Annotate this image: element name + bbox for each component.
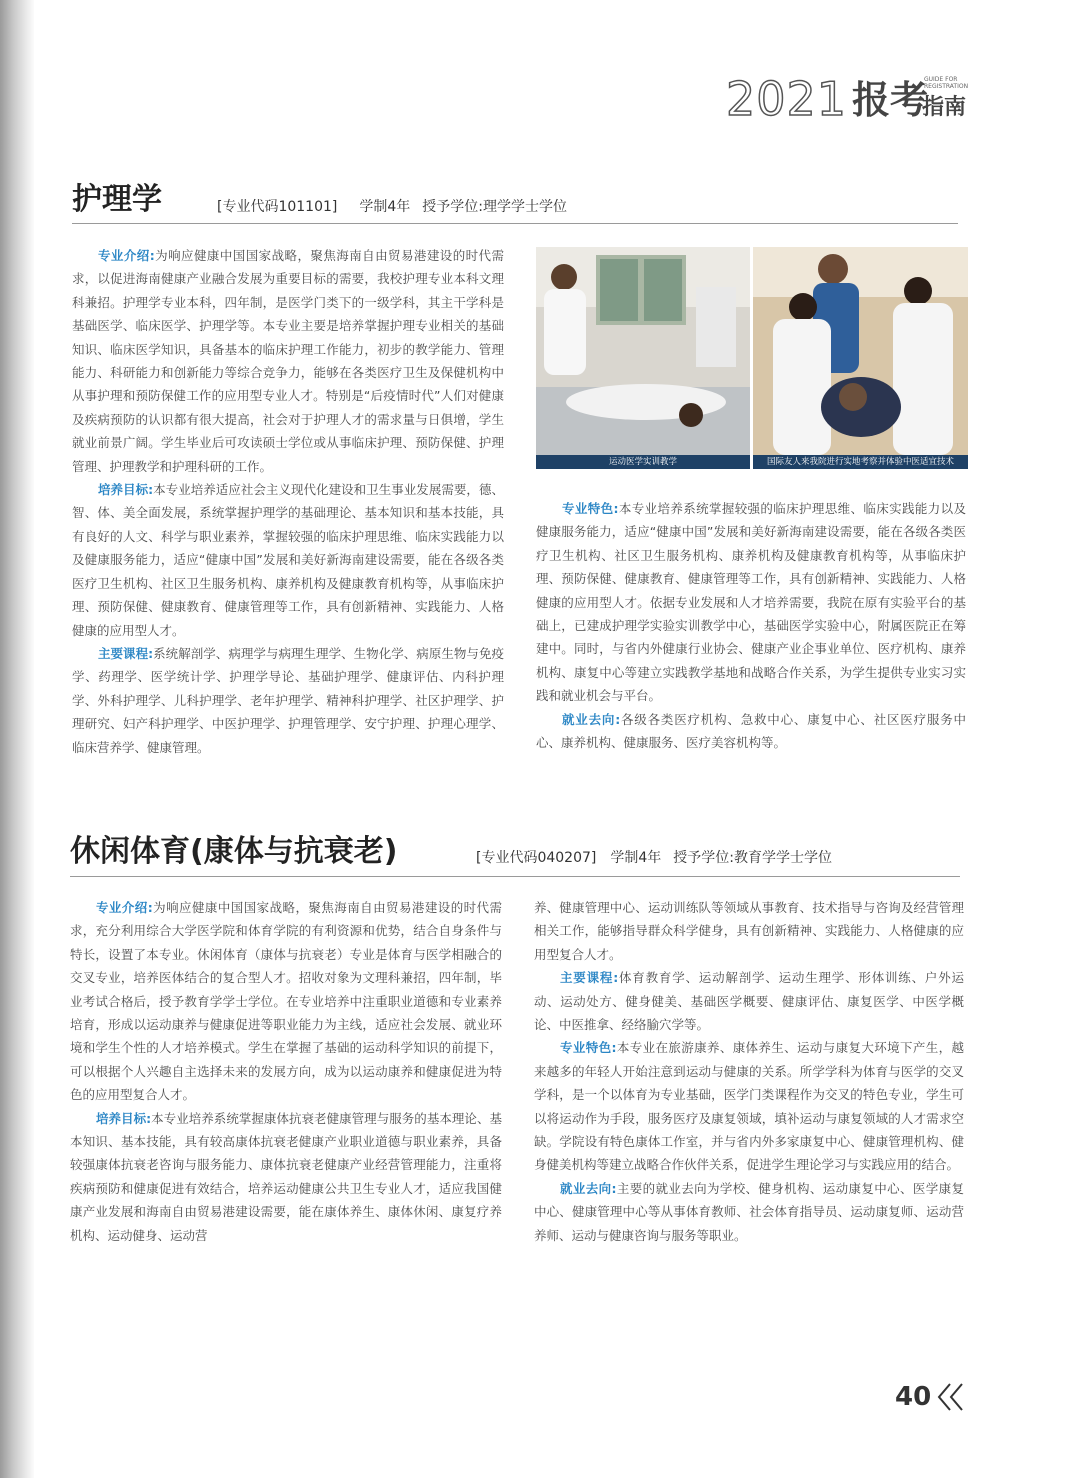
- double-chevron-left-icon: [936, 1381, 966, 1417]
- major2-employment: 就业去向:主要的就业去向为学校、健身机构、运动康复中心、医学康复中心、健康管理中心等从事体育教师、社会体育指导员、运动康复师、运动营养师、运动与健康咨询与服务等职业。: [534, 1180, 964, 1243]
- major2-duration: 学制4年: [610, 850, 662, 866]
- major1-courses-label: 主要课程:: [98, 645, 154, 661]
- major1-duration: 学制4年: [359, 199, 411, 215]
- major1-rule: [72, 223, 958, 224]
- major1-goal: 培养目标:本专业培养适应社会主义现代化建设和卫生事业发展需要，德、智、体、美全面发展，系统掌握护理学的基础理论、基本知识和基本技能，具有良好的人文、科学与职业素养，掌握较强的临床护理思维、临床实践能力以及健康服务能力，适应“健康中国”发展和美好新海南建设需要，能在各级各类医疗卫生机构、社区卫生服务机构、康养机构及健康教育机构等，从事临床护理、预防保健、健康教育、健康管理等工作，具有创新精神、实践能力、人格健康的应用型人才。: [72, 482, 504, 638]
- major1-code: [专业代码101101]: [217, 199, 338, 215]
- page-number: 40: [895, 1382, 932, 1412]
- major2-code: [专业代码040207]: [476, 850, 597, 866]
- photo-international-visit: [753, 247, 968, 455]
- major2-employment-label: 就业去向:: [560, 1180, 617, 1196]
- major2-meta: [476, 849, 854, 867]
- major1-employment-label: 就业去向:: [562, 711, 621, 727]
- header-subtitle: 指南: [922, 95, 967, 120]
- major1-degree: 授予学位:理学学士学位: [422, 199, 568, 215]
- header-subtitle-small: GUIDE FOR REGISTRATION: [924, 76, 969, 90]
- major2-courses: 主要课程:体育教育学、运动解剖学、运动生理学、形体训练、户外运动、运动处方、健身健美、基础医学概要、健康评估、康复医学、中医学概论、中医推拿、经络腧穴学等。: [534, 970, 964, 1033]
- major1-feature-label: 专业特色:: [562, 501, 619, 516]
- book-spine-shadow: [0, 0, 34, 1478]
- photo-caption-left: 运动医学实训教学: [536, 455, 750, 469]
- photo-sports-medicine-training: [536, 247, 750, 455]
- major2-right-column: [534, 896, 964, 1247]
- major1-intro: 专业介绍:为响应健康中国国家战略，聚焦海南自由贸易港建设的时代需求，以促进海南健康产业融合发展为重要目标的需要，我校护理专业本科文理科兼招。护理学专业本科，四年制，是医学门类下的一级学科，其主干学科是基础医学、临床医学、护理学等。本专业主要是培养掌握护理专业相关的基础知识、临床医学知识，具备基本的临床护理工作能力，初步的教学能力、管理能力、科研能力和创新能力等综合竞争力，能够在各类医疗卫生及保健机构中从事护理和预防保健工作的应用型专业人才。特别是“后疫情时代”人们对健康及疾病预防的认识都有很大提高，社会对于护理人才的需求量与日俱增，学生就业前景广阔。学生毕业后可攻读硕士学位或从事临床护理、预防保健、护理管理、护理教学和护理科研的工作。: [72, 248, 504, 474]
- major1-meta: [217, 198, 589, 216]
- major2-goal: 培养目标:本专业培养系统掌握康体抗衰老健康管理与服务的基本理论、基本知识、基本技能，具有较高康体抗衰老健康产业职业道德与职业素养，具备较强康体抗衰老咨询与服务能力、康体抗衰老健康产业经营管理能力，注重将疾病预防和健康促进有效结合，培养运动健康公共卫生专业人才，适应我国健康产业发展和海南自由贸易港建设需要，能在康体养生、康体休闲、康复疗养机构、运动健身、运动营: [70, 1110, 502, 1243]
- major2-intro-label: 专业介绍:: [96, 900, 153, 915]
- major2-feature: 专业特色:本专业在旅游康养、康体养生、运动与康复大环境下产生，越来越多的年轻人开始注意到运动与健康的关系。所学学科为体育与医学的交叉学科，是一个以体育为专业基础，医学门类课程作为交叉的特色专业，学生可以将运动作为手段，服务医疗及康复领域，填补运动与康复领域的人才需求空缺。学院设有特色康体工作室，并与省内外多家康复中心、健康管理机构、健身健美机构等建立战略合作伙伴关系，促进学生理论学习与实践应用的结合。: [534, 1040, 964, 1173]
- major2-feature-label: 专业特色:: [560, 1040, 617, 1056]
- major2-rule: [70, 876, 960, 877]
- major1-intro-label: 专业介绍:: [98, 248, 155, 263]
- photo-caption-right: 国际友人来我院进行实地考察并体验中医适宜技术: [753, 455, 968, 469]
- major2-courses-label: 主要课程:: [560, 970, 619, 986]
- major1-feature: 专业特色:本专业培养系统掌握较强的临床护理思维、临床实践能力以及健康服务能力，适应“健康中国”发展和美好新海南建设需要，能在各级各类医疗卫生机构、社区卫生服务机构、康养机构及健康教育机构等，从事临床护理、预防保健、健康教育、健康管理等工作，具有创新精神、实践能力、人格健康的应用型人才。依据专业发展和人才培养需要，我院在原有实验平台的基础上，已建成护理学实验实训教学中心，基础医学实验中心，附属医院正在筹建中。同时，与省内外健康行业协会、健康产业企事业单位、医疗机构、康养机构、康复中心等建立实践教学基地和战略合作关系，为学生提供专业实习实践和就业机会与平台。: [536, 501, 966, 704]
- major2-degree: 授予学位:教育学学士学位: [673, 850, 833, 866]
- major2-title: 休闲体育(康体与抗衰老): [70, 834, 398, 869]
- major2-goal-continued: 养、健康管理中心、运动训练队等领域从事教育、技术指导与咨询及经营管理相关工作，能够指导群众科学健身，具有创新精神、实践能力、人格健康的应用型复合人才。: [534, 900, 964, 962]
- major2-intro: 专业介绍:为响应健康中国国家战略，聚焦海南自由贸易港建设的时代需求，充分利用综合大学医学院和体育学院的有利资源和优势，结合自身条件与特长，设置了本专业。休闲体育（康体与抗衰老）专业是体育与医学相融合的交叉专业，培养医体结合的复合型人才。招收对象为文理科兼招，四年制，毕业考试合格后，授予教育学学士学位。在专业培养中注重职业道德和专业素养培育，形成以运动康养与健康促进等职业能力为主线，适应社会发展、就业环境和学生个性的人才培养模式。学生在掌握了基础的运动科学知识的前提下，可以根据个人兴趣自主选择未来的发展方向，成为以运动康养和健康促进为特色的应用型复合人才。: [70, 900, 502, 1103]
- header-title: 报考: [852, 78, 929, 122]
- major2-left-column: [70, 896, 502, 1247]
- major1-employment: 就业去向:各级各类医疗机构、急救中心、康复中心、社区医疗服务中心、康养机构、健康服务、医疗美容机构等。: [536, 711, 966, 751]
- major1-left-column: [72, 244, 504, 759]
- major1-title: 护理学: [72, 182, 162, 217]
- major1-goal-label: 培养目标:: [98, 482, 154, 498]
- major1-right-column: [536, 497, 966, 754]
- major2-goal-label: 培养目标:: [96, 1110, 152, 1126]
- major1-courses: 主要课程:系统解剖学、病理学与病理生理学、生物化学、病原生物与免疫学、药理学、医学统计学、护理学导论、基础护理学、健康评估、内科护理学、外科护理学、儿科护理学、老年护理学、精神科护理学、社区护理学、护理研究、妇产科护理学、中医护理学、护理管理学、安宁护理、护理心理学、临床营养学、健康管理。: [72, 645, 504, 755]
- header-year: 2021: [726, 72, 848, 126]
